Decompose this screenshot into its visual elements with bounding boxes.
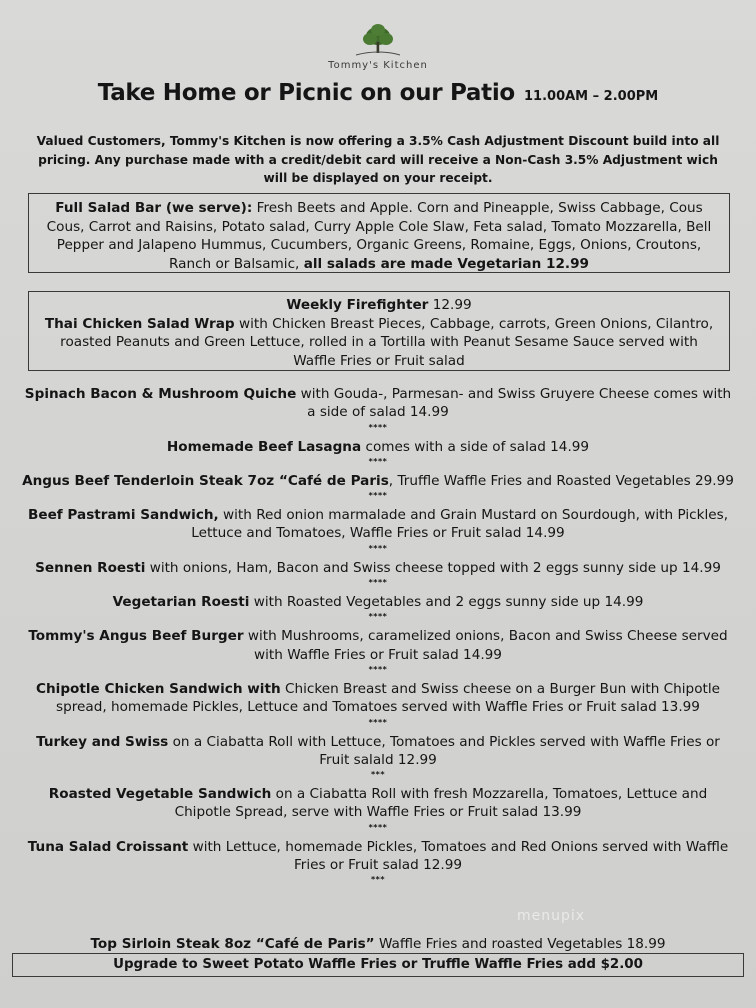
separator: **** — [368, 422, 388, 432]
item-name: Beef Pastrami Sandwich, — [27, 507, 219, 524]
title-text: Take Home or Picnic on our Patio — [97, 80, 515, 106]
separator: *** — [370, 770, 386, 780]
salad-bar-note: all salads are made Vegetarian 12.99 — [303, 255, 589, 272]
menu-item — [22, 385, 734, 422]
separator: **** — [368, 717, 388, 727]
separator: **** — [368, 578, 388, 588]
item-desc: with Red onion marmalade and Grain Mustard on Sourdough, with Pickles, Lettuce and Tomatoes, Waffle Fries or Fruit salad 14.99 — [191, 507, 729, 542]
item-name: Tommy's Angus Beef Burger — [28, 628, 244, 645]
item-name: Vegetarian Roesti — [112, 594, 250, 611]
item-desc: Waffle Fries and roasted Vegetables 18.99 — [374, 936, 666, 952]
firefighter-price: 12.99 — [428, 297, 472, 313]
item-name: Spinach Bacon & Mushroom Quiche — [24, 386, 297, 402]
item-desc: comes with a side of salad 14.99 — [361, 438, 590, 455]
separator: **** — [368, 456, 388, 466]
firefighter-name: Weekly Firefighter — [286, 297, 429, 313]
salad-bar-name: Full Salad Bar (we serve): — [55, 200, 253, 216]
hours-text: 11.00AM – 2.00PM — [524, 89, 659, 104]
brand-name: Tommy's Kitchen — [328, 60, 428, 71]
menu-item — [22, 506, 734, 543]
watermark: menupix — [517, 908, 586, 924]
item-desc: with Lettuce, homemade Pickles, Tomatoes and Red Onions served with Waffle Fries or Fruit salad 12.99 — [188, 838, 729, 874]
firefighter-wrap — [37, 315, 721, 371]
wrap-desc: with Chicken Breast Pieces, Cabbage, carrots, Green Onions, Cilantro, roasted Peanuts and Green Lettuce, rolled in a Tortilla with Peanut Sesame Sauce served with Waffle Fries or Fruit salad — [60, 315, 714, 369]
firefighter-box — [28, 291, 730, 371]
item-desc: , Truffle Waffle Fries and Roasted Vegetables 29.99 — [388, 472, 734, 489]
item-name: Angus Beef Tenderloin Steak 7oz “Café de Paris — [22, 472, 389, 489]
menu-items — [22, 385, 734, 890]
separator: **** — [368, 543, 388, 553]
separator: *** — [370, 875, 386, 885]
menu-item — [22, 627, 734, 664]
salad-bar-box — [28, 193, 730, 273]
item-desc: with Gouda-, Parmesan- and Swiss Gruyere Cheese comes with a side of salad 14.99 — [296, 386, 732, 421]
page-title — [0, 80, 756, 106]
salad-bar-desc: Fresh Beets and Apple. Corn and Pineapple, Swiss Cabbage, Cous Cous, Carrot and Raisins, Potato salad, Curry Apple Cole Slaw, Feta salad, Tomato Mozzarella, Bell Pepper and Jalapeno Hummus, Cucumbers, Organic Greens, Romaine, Eggs, Onions, Croutons, Ranch or Balsamic, — [46, 200, 712, 272]
item-name: Homemade Beef Lasagna — [166, 438, 362, 455]
menu-item — [22, 785, 734, 822]
separator: **** — [368, 664, 388, 674]
item-desc: with Mushrooms, caramelized onions, Bacon and Swiss Cheese served with Waffle Fries or Fruit salad 14.99 — [243, 628, 728, 663]
menu-item — [22, 733, 734, 770]
wrap-name: Thai Chicken Salad Wrap — [44, 315, 235, 332]
item-desc: on a Ciabatta Roll with Lettuce, Tomatoes and Pickles served with Waffle Fries or Fruit salald 12.99 — [168, 733, 720, 768]
upgrade-box: Upgrade to Sweet Potato Waffle Fries or Truffle Waffle Fries add $2.00 — [12, 953, 744, 977]
item-name: Chipotle Chicken Sandwich with — [36, 680, 281, 697]
logo — [0, 22, 756, 71]
firefighter-heading — [37, 296, 721, 315]
item-desc: on a Ciabatta Roll with fresh Mozzarella, Tomatoes, Lettuce and Chipotle Spread, serve with Waffle Fries or Fruit salad 13.99 — [174, 786, 708, 821]
menu-item — [22, 680, 734, 717]
item-name: Tuna Salad Croissant — [27, 838, 189, 855]
separator: **** — [368, 612, 388, 622]
menu-item — [22, 472, 734, 490]
notice-text: Valued Customers, Tommy's Kitchen is now offering a 3.5% Cash Adjustment Discount build into all pricing. Any purchase made with a credit/debit card will receive a Non-Cash 3.5% Adjustment wich will be displayed on your receipt. — [36, 134, 720, 185]
menu-item — [22, 559, 734, 577]
menu-item-last — [0, 935, 756, 953]
item-name: Turkey and Swiss — [36, 733, 169, 750]
separator: **** — [368, 822, 388, 832]
item-desc: with onions, Ham, Bacon and Swiss cheese topped with 2 eggs sunny side up 14.99 — [145, 559, 721, 576]
menu-item — [22, 593, 734, 611]
item-name: Sennen Roesti — [35, 559, 146, 576]
item-name: Roasted Vegetable Sandwich — [48, 786, 272, 803]
menu-item — [22, 838, 734, 875]
tree-icon — [348, 22, 408, 58]
item-name: Top Sirloin Steak 8oz “Café de Paris” — [90, 936, 375, 952]
item-desc: with Roasted Vegetables and 2 eggs sunny side up 14.99 — [249, 594, 644, 611]
separator: **** — [368, 491, 388, 501]
menu-item — [22, 438, 734, 456]
item-desc: Chicken Breast and Swiss cheese on a Burger Bun with Chipotle spread, homemade Pickles, Lettuce and Tomatoes served with Waffle Fries or Fruit salad 13.99 — [56, 680, 720, 716]
